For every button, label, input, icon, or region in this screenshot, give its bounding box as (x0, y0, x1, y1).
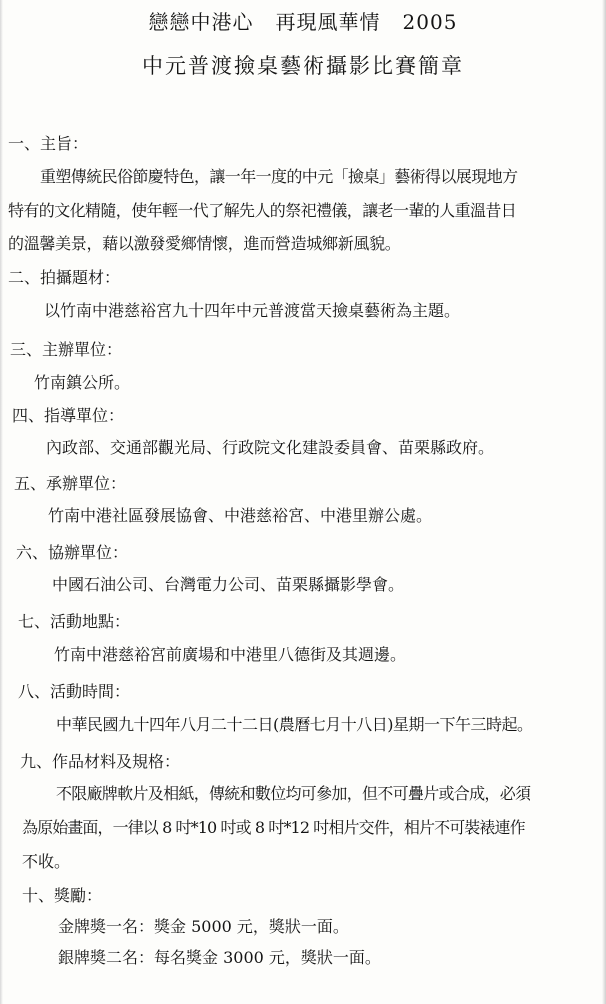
purpose-line-3: 的溫馨美景，藉以激發愛鄉情懷，進而營造城鄉新風貌。 (8, 234, 401, 253)
section-heading-organizer: 三、主辦單位： (10, 340, 123, 359)
co-organizer-line-1: 中國石油公司、台灣電力公司、苗栗縣攝影學會。 (52, 575, 405, 594)
purpose-line-2: 特有的文化精隨，使年輕一代了解先人的祭祀禮儀，讓老一輩的人重溫昔日 (8, 201, 517, 220)
section-heading-awards: 十、獎勵： (22, 886, 103, 905)
theme-line-1: 以竹南中港慈裕宮九十四年中元普渡當天撿桌藝術為主題。 (44, 301, 461, 320)
specs-line-1: 不限廠牌軟片及相紙，傳統和數位均可參加，但不可疊片或合成，必須 (56, 784, 531, 803)
advisor-line-1: 內政部、交通部觀光局、行政院文化建設委員會、苗栗縣政府。 (46, 438, 495, 457)
section-heading-venue: 七、活動地點： (18, 612, 131, 631)
section-heading-specs: 九、作品材料及規格： (20, 752, 181, 771)
award-gold-line: 金牌獎一名：獎金 5000 元，獎狀一面。 (58, 917, 349, 936)
title-year: 2005 (402, 10, 458, 34)
specs-line-2: 為原始畫面，一律以 8 吋*10 吋或 8 吋*12 吋相片交件，相片不可裝裱連作 (22, 818, 525, 837)
section-heading-co-organizer: 六、協辦單位： (16, 543, 129, 562)
section-heading-time: 八、活動時間： (18, 682, 131, 701)
purpose-line-1: 重塑傳統民俗節慶特色，讓一年一度的中元「撿桌」藝術得以展現地方 (40, 167, 518, 186)
section-heading-theme: 二、拍攝題材： (8, 268, 121, 287)
scan-edge-left (0, 0, 3, 1004)
document-subtitle: 中元普渡撿桌藝術攝影比賽簡章 (142, 54, 464, 78)
venue-line-1: 竹南中港慈裕宮前廣場和中港里八德街及其週邊。 (54, 645, 407, 664)
title-part-2: 再現風華情 (275, 10, 381, 34)
executor-line-1: 竹南中港社區發展協會、中港慈裕宮、中港里辦公處。 (48, 506, 433, 525)
scan-edge-right (602, 0, 606, 1004)
specs-line-3: 不收。 (22, 852, 71, 871)
award-silver-line: 銀牌獎二名：每名獎金 3000 元，獎狀一面。 (58, 948, 381, 967)
section-heading-executor: 五、承辦單位： (14, 474, 127, 493)
title-part-1: 戀戀中港心 (148, 10, 254, 34)
organizer-line-1: 竹南鎮公所。 (34, 373, 131, 392)
document-title (0, 6, 606, 35)
time-line-1: 中華民國九十四年八月二十二日(農曆七月十八日)星期一下午三時起。 (56, 715, 533, 734)
section-heading-purpose: 一、主旨： (8, 134, 89, 153)
section-heading-advisor: 四、指導單位： (12, 406, 125, 425)
